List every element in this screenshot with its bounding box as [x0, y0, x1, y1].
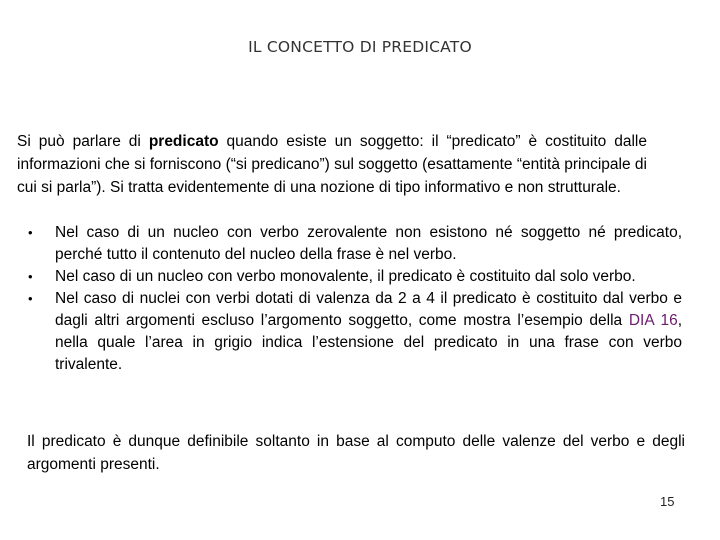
- bullet-list: [28, 222, 682, 376]
- intro-keyword: predicato: [148, 132, 219, 150]
- bullet-dot: •: [28, 291, 33, 306]
- bullet-dot: •: [28, 269, 33, 284]
- intro-text-start: Si può parlare di: [17, 132, 149, 150]
- bullet-dot: •: [28, 225, 33, 240]
- page-number: 15: [660, 494, 675, 509]
- bullet-item-valenza-2-4: [28, 288, 682, 376]
- bullet-text-after-link: , nella quale l’area in grigio indica l’estensione del predicato in una frase con verbo trivalente.: [55, 312, 683, 373]
- conclusion-paragraph: Il predicato è dunque definibile soltanto in base al computo delle valenze del verbo e degli argomenti presenti.: [27, 432, 685, 473]
- intro-paragraph: [17, 130, 647, 199]
- bullet-text: Nel caso di un nucleo con verbo zerovalente non esistono né soggetto né predicato, perché tutto il contenuto del nucleo della frase è nel verbo.: [55, 224, 682, 263]
- dia-16-link[interactable]: DIA 16: [628, 312, 678, 329]
- bullet-item-monovalente: [28, 266, 682, 288]
- bullet-text-before-link: Nel caso di nuclei con verbi dotati di valenza da 2 a 4 il predicato è costituito dal verbo e dagli altri argomenti escluso l’argomento soggetto, come mostra l’esempio della: [55, 290, 682, 329]
- intro-text-end: quando esiste un soggetto: il “predicato” è costituito dalle informazioni che si forniscono (“si predicano”) sul soggetto (esattamente “entità principale di cui si parla”). Si tratta evidentemente di una nozione di tipo informativo e non strutturale.: [17, 132, 647, 196]
- slide-title: IL CONCETTO DI PREDICATO: [248, 38, 472, 56]
- bullet-item-zerovalente: [28, 222, 682, 266]
- bullet-text: Nel caso di un nucleo con verbo monovalente, il predicato è costituito dal solo verbo.: [55, 268, 636, 285]
